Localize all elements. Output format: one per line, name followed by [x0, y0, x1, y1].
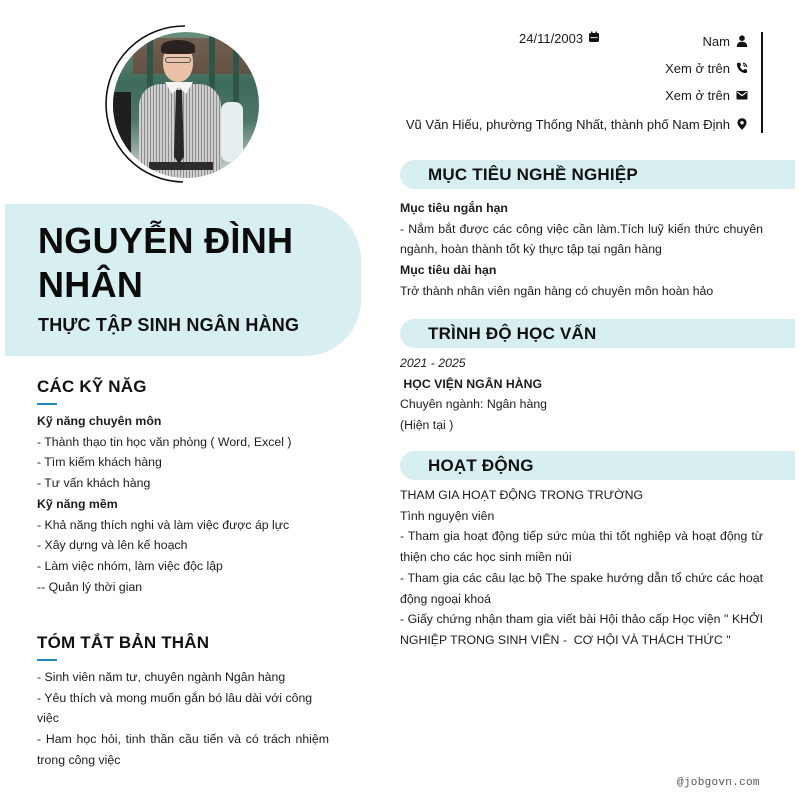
phone-icon: [735, 62, 748, 75]
skill-item: - Tìm kiếm khách hàng: [37, 455, 162, 470]
skill-item: - Tư vấn khách hàng: [37, 476, 151, 491]
skill-item: - Xây dựng và lên kế hoạch: [37, 538, 188, 553]
education-header: [400, 319, 795, 348]
location-pin-icon: [735, 118, 748, 131]
full-name-line1: NGUYỄN ĐÌNH: [38, 220, 294, 261]
footer-brand: @jobgovn.com: [677, 777, 760, 789]
activity-item: - Giấy chứng nhận tham gia viết bài Hội thảo cấp Học viện " KHỞI NGHIỆP TRONG SINH VIÊN - CƠ HỘI VÀ THÁCH THỨC ": [400, 612, 767, 647]
email-value[interactable]: Xem ở trên: [665, 87, 730, 103]
title-underline: [37, 403, 57, 405]
education-school: HỌC VIỆN NGÂN HÀNG: [400, 376, 543, 391]
activity-org: THAM GIA HOẠT ĐỘNG TRONG TRƯỜNG: [400, 488, 644, 502]
summary-item: - Sinh viên năm tư, chuyên ngành Ngân hàng: [37, 670, 286, 684]
contact-dob: [519, 31, 600, 46]
education-major: Chuyên ngành: Ngân hàng: [400, 397, 547, 412]
contact-divider: [761, 32, 763, 133]
skill-item: -- Quản lý thời gian: [37, 579, 143, 594]
career-goals-title: MỤC TIÊU NGHỀ NGHIỆP: [428, 165, 638, 184]
activities-body: [400, 485, 767, 651]
education-title: TRÌNH ĐỘ HỌC VẤN: [428, 324, 597, 343]
name-banner: [5, 204, 361, 356]
contact-phone[interactable]: [665, 58, 748, 78]
activity-role: Tình nguyện viên: [400, 508, 495, 523]
address-value: Vũ Văn Hiếu, phường Thống Nhất, thành phố Nam Định: [405, 116, 730, 132]
skill-item: - Làm việc nhóm, làm việc độc lập: [37, 558, 223, 573]
education-status: (Hiện tại ): [400, 418, 454, 433]
contact-email[interactable]: [665, 85, 748, 105]
skill-item: - Thành thạo tin học văn phòng ( Word, Excel ): [37, 434, 292, 449]
contact-address: [406, 114, 748, 134]
long-term-text: Trở thành nhân viên ngân hàng có chuyên môn hoàn hảo: [400, 283, 714, 298]
activities-header: [400, 451, 795, 480]
short-term-heading: Mục tiêu ngắn hạn: [400, 201, 508, 215]
activity-item: - Tham gia hoạt động tiếp sức mùa thi tốt nghiệp và hoạt động từ thiện cho các học sinh miền núi: [400, 529, 763, 565]
skill-group-heading: Kỹ năng mềm: [37, 496, 118, 511]
skill-group-heading: Kỹ năng chuyên môn: [37, 414, 162, 428]
user-icon: [735, 35, 748, 48]
summary-item: - Ham học hỏi, tinh thần cầu tiến và có trách nhiệm trong công việc: [37, 732, 329, 767]
dob-value: 24/11/2003: [519, 31, 584, 46]
summary-section: [37, 632, 329, 771]
education-period: 2021 - 2025: [400, 356, 466, 370]
gender-value: Nam: [702, 33, 730, 49]
summary-item: - Yêu thích và mong muốn gắn bó lâu dài với công việc: [37, 690, 313, 726]
full-name-line2: NHÂN: [38, 264, 144, 305]
career-goals-header: [400, 160, 795, 189]
profile-photo-container: [103, 24, 259, 184]
envelope-icon: [735, 89, 748, 102]
long-term-heading: Mục tiêu dài hạn: [400, 263, 497, 278]
profile-photo: [113, 32, 259, 178]
contact-gender: [703, 31, 748, 51]
phone-value[interactable]: Xem ở trên: [665, 60, 730, 76]
title-underline: [37, 659, 57, 661]
activities-title: HOẠT ĐỘNG: [428, 456, 534, 475]
calendar-icon: [588, 31, 600, 46]
job-title: THỰC TẬP SINH NGÂN HÀNG: [38, 315, 300, 335]
skills-section: [37, 376, 329, 597]
summary-title: TÓM TẮT BẢN THÂN: [37, 633, 210, 652]
career-goals-body: [400, 198, 763, 302]
activity-item: - Tham gia các câu lạc bộ The spake hướng dẫn tổ chức các hoạt động ngoại khoá: [400, 570, 763, 606]
skills-title: CÁC KỸ NĂG: [37, 377, 147, 396]
skill-item: - Khả năng thích nghi và làm việc được áp lực: [37, 517, 290, 532]
short-term-text: - Nắm bắt được các công việc cần làm.Tích luỹ kiến thức chuyên ngành, hoàn thành tốt kỳ thực tập tại ngân hàng: [400, 221, 763, 257]
education-body: [400, 353, 763, 436]
